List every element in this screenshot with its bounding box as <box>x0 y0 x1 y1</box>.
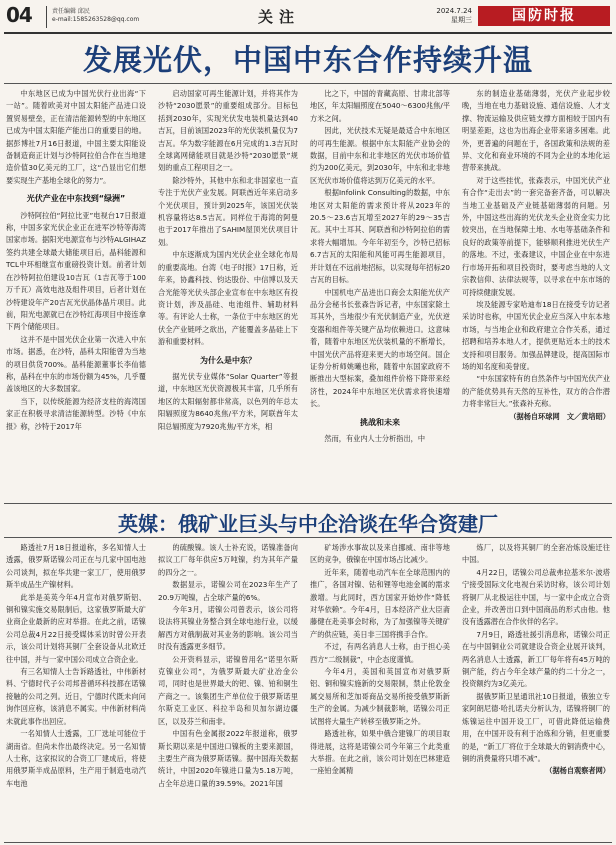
paragraph: 一名知情人士透露，工厂选址可能位于湖南省。但尚未作出最终决定。另一名知情人士称，这家拟议的合资工厂建成后，将使用俄罗斯半成品原料，生产用于制造电动汽车电池 <box>6 729 146 788</box>
paragraph: 沙特阿拉伯“阿拉比亚”电视台17日报道称，中国多家光伏企业正在进军沙特等海湾国家市场。据阳光电源宣布与沙特ALGIHAZ签约共建全球最大储能项目后，晶科能源和TCL中环相继宣布重磅投资计划。前者计划在沙特阿拉伯建设10吉瓦（1吉瓦等于100万千瓦）高效电池及组件项目，后者计划在沙特建设年产20吉瓦光伏晶体晶片项目。此前，阳光电源就已在沙特红海项目中接连拿下两个储能项目。 <box>6 210 146 332</box>
subheading: 挑战和未来 <box>360 417 400 427</box>
paragraph: 中国机电产品进出口商会太阳能光伏产品分会秘书长张森告诉记者，中东国家除土耳其外，当地很少有光伏制造产业，光伏逆变器和组件等关键产品均依赖进口。这意味着，随着中东地区光伏装机量的不断增长，中国光伏产品将迎来更大的市场空间。国企证券分析师姚曦也称，随着中东国家政府不断推出大型标案，叠加组件价格下降带来经济性，2024年中东地区光伏需求将快速增长。 <box>310 287 450 409</box>
article2-rule <box>4 537 612 538</box>
editor-label: 责任编辑 邱民 <box>52 8 90 15</box>
paragraph: 路透社7月18日报道称，多名知情人士透露，俄罗斯诺镍公司正在与几家中国电池公司谈判，拟在华共建一家工厂，使用俄罗斯半成品生产镍材料。 <box>6 543 146 590</box>
article2-column-1 <box>6 542 146 840</box>
editor-email: e-mail:1585263528@qq.com <box>52 16 140 23</box>
article1-rule <box>4 83 612 84</box>
paragraph: 因此，光伏技术无疑是最适合中东地区的可再生能源。根据中东太阳能产业协会的数据，目前中东和北非地区的光伏市场价值约为200亿美元，到2030年，中东和北非地区光伏市场价值将达到万亿美元的水平。 <box>310 126 450 185</box>
paragraph: 当下，以传统能源为经济支柱的海湾国家正在积极寻求清洁能源转型。沙特《中东报》称，沙特于2017年 <box>6 396 146 431</box>
paragraph: 炼厂，以及将其铜厂的全套冶炼设施迁往中国。 <box>462 543 610 565</box>
paragraph: 中东逐渐成为国内光伏企业全球化布局的重要高地。台湾《电子时报》17日称，近年来，协鑫科技、钧达股份、中信博以及天合光能等光伏头部企业宣布在中东地区有投资计划，涉及晶硅、电池组件、辅助材料等。有评论人士称，一条位于中东地区的光伏全产业链呼之欲出，产能覆盖多晶硅上下游和重要材料。 <box>158 250 298 347</box>
editor-meta <box>52 8 139 24</box>
article2-top-rule <box>4 503 612 504</box>
paragraph: “中东国家特有的自然条件与中国光伏产业的产能优势具有天然的互补性，双方的合作潜力将非常巨大。”张森补充称。 <box>462 374 610 409</box>
paragraph: 数据显示，诺镍公司在2023年生产了20.9万吨镍，占全球产量的6%。 <box>158 580 298 602</box>
article1-headline: 发展光伏，中国中东合作持续升温 <box>82 43 533 77</box>
paragraph: 不过，有两名消息人士称，由于担心美西方“二级制裁”，中企态度谨慎。 <box>310 642 450 664</box>
paragraph: 此举是美英今年4月宣布对俄罗斯铝、铜和镍实施交易限制后，这家俄罗斯最大矿业商企业最新的应对举措。在此之前，诺镍公司总裁4月22日接受媒体采访时曾公开表示，该公司计划将其铜厂全套设备从北欧迁往中国，并与一家中国公司成立合资企业。 <box>6 592 146 664</box>
page-header <box>0 0 616 32</box>
paragraph: 对于这些挂忧，张森表示，中国光伏产业有合作“走出去”的一套完备套齐备，可以解决当地工业基础及产业链基础薄弱的问题。另外，中国这些出海的光伏龙头企业资金实力比较突出，在当地保障土地、水电等基础条件和良好的政策等前提下，能够顺利推进光伏生产的落地。不过，张森建议，中国企业在中东进行市场开拓和项目投资时，要考虑当地的人文宗教信仰、法律法规等，以寻求在中东市场的可持续健康发展。 <box>462 175 610 297</box>
article2-headline: 英媒：俄矿业巨头与中企洽谈在华合资建厂 <box>118 512 498 536</box>
paragraph: 有三名知情人士告诉路透社，中伟新材料、宁德时代子公司邦普循环科技都在诺镍接触的公司之列。近日，宁德时代既未向问询作回应称，该消息不属实。中伟新材料尚未就此事作出回应。 <box>6 667 146 726</box>
paragraph: 4月22日，诺镍公司总裁弗拉基米尔·波塔宁接受国际文化电视台采访时称，该公司计划将铜厂从北极运往中国，与一家中企成立合资企业，并改善出口到中国商品的形式由他。他没有透露潜在合作伙伴的名字。 <box>462 567 610 627</box>
subheading: 为什么是中东？ <box>200 355 256 365</box>
paragraph: 今年4月，美国和英国宣布对俄罗斯铝、铜和镍实施新的交易限制，禁止伦敦金属交易所和芝加哥商品交易所接受俄罗斯新生产的金属。为减少制裁影响，诺镍公司正试图将大量生产转移至俄罗斯之外。 <box>310 667 450 726</box>
paragraph: 据光伏专业媒体“Solar Quarter”等报道，中东地区光伏资源极其丰富，几乎所有地区的太阳辐射都非常高，以色列的年总太阳辐照度为8640兆焦/平方米，阿联酋年太阳总辐照度为7920兆焦/平方米，相 <box>158 371 298 431</box>
subheading: 光伏产业在中东找到“绿洲” <box>26 194 126 204</box>
paragraph: 今年3月，诺镍公司曾表示，该公司将设法将其镍业务整合到全球电池行业，以缓解西方对俄制裁对其业务的影响。该公司当时没有透露更多细节。 <box>158 605 298 652</box>
paragraph: 的硫酸镍。该人士补充说，诺镍准备向拟议工厂每年供应5万吨镍，约为其年产量的四分之一。 <box>158 543 298 577</box>
paragraph: 启动国家可再生能源计划，并将其作为沙特“2030愿景”的重要组成部分。目标包括到2030年，实现光伏发电装机量达到40吉瓦，目前该国2023年的光伏装机量仅为7吉瓦。华为数字能源在6月完成的1.3吉瓦时全球离网储能项目就是沙特“2030愿景”规划的重点工程项目之一。 <box>158 89 298 173</box>
page-bottom-rule <box>4 842 612 843</box>
paragraph: 东的制造业基础薄弱，光伏产业起步较晚，当地在电力基础设施、通信设施、人才支撑、物流运输及供应链支撑方面相较于国内有明显差距，这也为出海企业带来诸多困难。此外，更普遍的问题在于，各国政策和法规的差异、文化和商业环境的不同为企业的本地化运营带来挑战。 <box>462 89 610 173</box>
paragraph: 这并不是中国光伏企业第一次进入中东市场。据悉，在沙特，晶科太阳能曾为当地的项目供货700%。晶科能源董事长李仙德称，晶科在中东的市场份额为45%，几乎覆盖该地区的大多数国家。 <box>6 334 146 394</box>
paragraph: 近年来，随着电动汽车在全球范围内的推广，各国对镍、钴和锂等电池金属的需求激增。与此同时，西方国家开始炒作“降低对华依赖”。今年4月，日本经济产业大臣斋藤健在赴美事会时称，为了加强镍等关键矿产的供应链，美日非三国将携手合作。 <box>310 567 450 639</box>
issue-date: 2024.7.24 <box>436 7 472 15</box>
article2-column-3 <box>310 542 450 840</box>
paragraph: 根据Infolink Consulting的数据，中东地区对太阳能的需求预计将从2023年的20.5～23.6吉瓦增至2027年的29～35吉瓦。其中土耳其、阿联酋和沙特阿拉伯的需求将大幅增加。今年年初至今，沙特已招标6.7吉瓦的太阳能和风能可再生能源项目，并计划在不远前地招标，以实现每年招标20吉瓦的目标。 <box>310 188 450 285</box>
article1-column-3 <box>310 88 450 500</box>
paragraph: 除沙特外，其他中东和北非国家也一直专注于光伏产业发展。阿联酋近年来启动多个光伏项目，预计到2025年，该国光伏装机容量将达8.5吉瓦。同样位于海湾的阿曼也于2017年推出了SAHIM屋顶光伏项目计划。 <box>158 175 298 247</box>
credit: （据杨自环球网 文／黄培昭） <box>509 411 610 421</box>
header-divider <box>46 6 47 28</box>
paragraph: 据俄罗斯卫星通讯社10日报道，俄独立专家阿朗尼德·哈扎诺夫分析认为，诺镍将铜厂的炼镍运往中国开设工厂，可借此降低运输费用，在中国开设有利于冶炼和分销，但更重要的是，“新工厂将位于全球最大的铜消费中心，铜的消费量将只增不减”。 <box>462 691 610 763</box>
paragraph: 公开资料显示，诺镍曾用名“诺里尔斯克镍业公司”，为俄罗斯最大矿业冶金公司，同时也是世界最大的钯、镍、铂和铜生产商之一。该集团生产单位位于俄罗斯诺里尔斯克工业区、科拉半岛和贝加尔湖边疆区，以及芬兰和南非。 <box>158 654 298 726</box>
credit: （据杨自观察者网） <box>545 766 610 776</box>
paragraph: 中东地区已成为中国光伏行业出海“下一站”。随着欧美对中国太阳能产品进口设置贸易壁垒，正在清洁能源转型的中东地区已成为中国太阳能产能出口的重要目的地。据彭博社7月16日报道，中国主要太阳能设备制造商正计划与沙特阿拉伯合作在当地建造价值30亿美元的工厂，这“凸显出它们想要实现生产基地全球化的努力”。 <box>6 89 146 185</box>
newspaper-logo: 国防时报 <box>478 6 610 26</box>
paragraph: 然而，有业内人士分析指出，中 <box>324 433 426 443</box>
issue-weekday: 星期三 <box>451 16 472 24</box>
paragraph: 矿场涉水事故以及来自挪威、南非等地区的竞争，俄镍在中国市场占比减少。 <box>310 543 450 565</box>
page-number: 04 <box>6 3 32 27</box>
paragraph: 比之下，中国的青藏高原、甘肃北部等地区，年太阳辐照度在5040～6300兆焦/平方米之间。 <box>310 89 450 123</box>
issue-date-block <box>422 7 472 25</box>
article2-column-2 <box>158 542 298 840</box>
article1-column-1 <box>6 88 146 500</box>
article1-column-4 <box>462 88 610 500</box>
paragraph: 7月9日，路透社援引消息称，诺镍公司正在与中国铜业公司就建设合资企业展开谈判，两名消息人士透露，新工厂每年将有45万吨的铜产能，约占今年全球产量的约二十分之一，投资额约为3亿美元。 <box>462 629 610 689</box>
paragraph: 路透社称，如果中俄合建镍厂的项目取得进展，这将是诺镍公司今年第三个此类重大举措。在此之前，该公司计划在巴林建造一座铂金属精 <box>310 729 450 776</box>
paragraph: 埃及能源专家哈迪布18日在接受专访记者采访时也称，中国光伏企业应当深入中东本地市场，与当地企业和政府建立合作关系，通过招聘和培养本地人才，提供更贴近本土的技术支持和项目服务。加强品牌建设，提高国际市场的知名度和美誉度。 <box>462 299 610 371</box>
section-title: 关注 <box>258 8 301 26</box>
article1-column-2 <box>158 88 298 500</box>
article2-column-4 <box>462 542 610 840</box>
header-rule <box>4 32 612 34</box>
paragraph: 中国有色金属报2022年报道称，俄罗斯长期以来是中国进口镍板的主要来源国，主要生产商为俄罗斯诺镍。据中国海关数据统计，中国2020年镍进口量为5.18万吨，占全年总进口量的39.59%。2021年国 <box>158 729 298 788</box>
